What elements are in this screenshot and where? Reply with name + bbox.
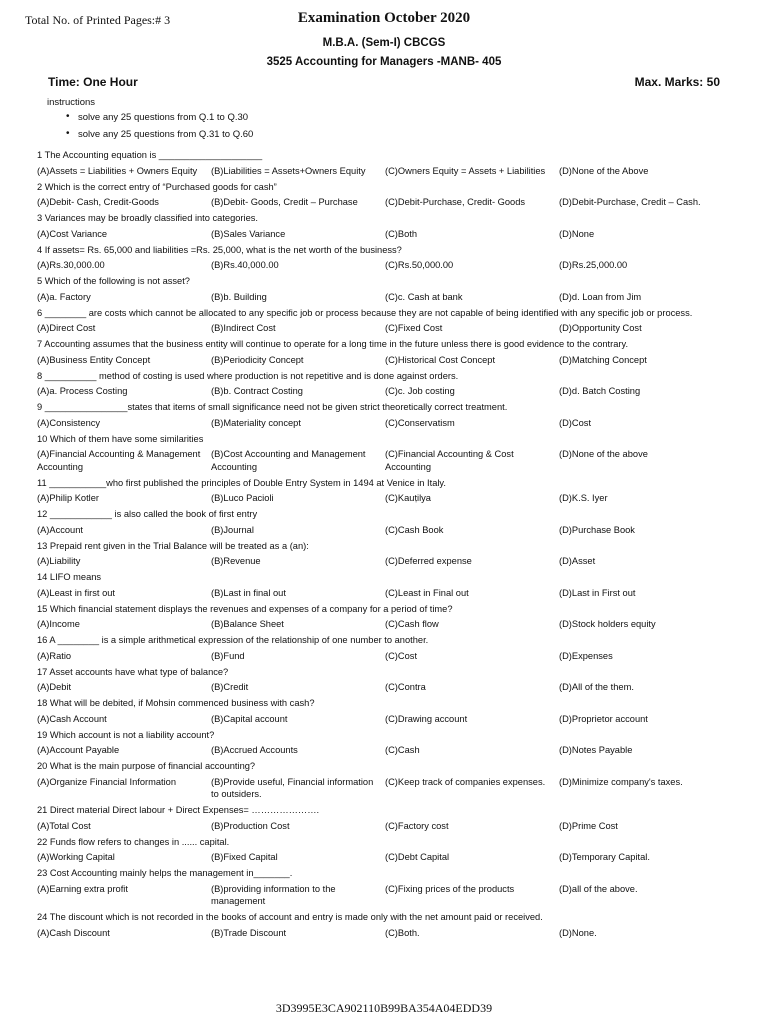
instruction-item: • solve any 25 questions from Q.31 to Q.60 — [66, 129, 253, 146]
options-row — [37, 228, 727, 241]
question-block — [37, 307, 727, 335]
option-b: (B)Fund — [211, 650, 245, 661]
option-a: (A)Total Cost — [37, 820, 91, 831]
option-d: (D)None of the above — [559, 449, 648, 459]
option-c: (C)c. Cash at bank — [385, 291, 463, 302]
questions-list — [37, 149, 727, 943]
option-c: (C)Deferred expense — [385, 556, 472, 566]
options-row — [37, 681, 727, 694]
option-b: (B)Rs.40,000.00 — [211, 260, 279, 270]
option-a: (A)Debit — [37, 682, 72, 692]
option-c: (C)Owners Equity = Assets + Liabilities — [385, 165, 546, 176]
question-block — [37, 433, 727, 474]
question-text: 18 What will be debited, if Mohsin commenced business with cash? — [37, 698, 315, 708]
question-block — [37, 275, 727, 303]
option-b: (B)Balance Sheet — [211, 619, 284, 629]
question-text: 22 Funds flow refers to changes in ...... capital. — [37, 836, 230, 847]
option-a: (A)Income — [37, 619, 80, 629]
question-text: 14 LIFO means — [37, 572, 102, 582]
option-d: (D)Notes Payable — [559, 745, 633, 755]
option-c: (C)Kauṭilya — [385, 493, 431, 503]
question-block — [37, 508, 727, 536]
option-c: (C)Least in Final out — [385, 587, 469, 598]
option-d: (D)Asset — [559, 556, 596, 566]
options-row — [37, 927, 727, 940]
question-text: 17 Asset accounts have what type of balance? — [37, 666, 229, 677]
option-d: (D)Last in First out — [559, 587, 636, 598]
option-d: (D)d. Loan from Jim — [559, 291, 642, 302]
question-block — [37, 634, 727, 662]
options-row — [37, 744, 727, 757]
option-d: (D)Debit-Purchase, Credit – Cash. — [559, 197, 701, 207]
option-d: (D)All of the them. — [559, 682, 634, 692]
question-block — [37, 697, 727, 725]
question-text: 20 What is the main purpose of financial accounting? — [37, 761, 256, 771]
course-title: M.B.A. (Sem-I) CBCGS — [322, 37, 446, 49]
question-text: 8 __________ method of costing is used where production is not repetitive and is done against orders. — [37, 370, 459, 381]
question-block — [37, 911, 727, 939]
time-marks-row — [48, 75, 720, 89]
option-a: (A)Direct Cost — [37, 323, 96, 333]
options-row — [37, 165, 727, 178]
option-a: (A)Business Entity Concept — [37, 354, 151, 365]
option-b: (B)Periodicity Concept — [211, 354, 304, 365]
option-a: (A)Ratio — [37, 650, 72, 661]
option-c: (C)Cash Book — [385, 524, 444, 535]
options-row — [37, 322, 727, 335]
options-row — [37, 883, 727, 908]
options-row — [37, 851, 727, 864]
option-c: (C)Contra — [385, 682, 426, 692]
question-block — [37, 571, 727, 599]
option-d: (D)K.S. Iyer — [559, 493, 608, 503]
option-a: (A)Organize Financial Information — [37, 776, 176, 787]
option-b: (B)Credit — [211, 682, 249, 692]
option-b: (B)Journal — [211, 524, 254, 535]
options-row — [37, 385, 727, 398]
option-d: (D)Proprietor account — [559, 713, 648, 724]
options-row — [37, 618, 727, 631]
option-b: (B)Production Cost — [211, 820, 290, 831]
question-text: 3 Variances may be broadly classified into categories. — [37, 213, 259, 223]
option-a: (A)Least in first out — [37, 587, 116, 598]
options-row — [37, 587, 727, 600]
option-b: (B)Provide useful, Financial information to outsiders. — [211, 776, 374, 799]
options-row — [37, 196, 727, 209]
question-text: 21 Direct material Direct labour + Direct Expenses= …………………. — [37, 805, 320, 815]
options-row — [37, 555, 727, 568]
option-a: (A)a. Factory — [37, 291, 91, 302]
question-text: 23 Cost Accounting mainly helps the management in_______. — [37, 868, 293, 878]
option-c: (C)Rs.50,000.00 — [385, 260, 454, 270]
question-block — [37, 867, 727, 908]
option-c: (C)Financial Accounting & Cost Accounting — [385, 449, 514, 472]
question-block — [37, 477, 727, 505]
option-c: (C)Historical Cost Concept — [385, 354, 496, 365]
option-b: (B)Revenue — [211, 556, 261, 566]
options-row — [37, 713, 727, 726]
question-block — [37, 666, 727, 694]
option-b: (B)Trade Discount — [211, 927, 287, 938]
option-d: (D)d. Batch Costing — [559, 386, 641, 396]
question-block — [37, 149, 727, 177]
option-b: (B)Debit- Goods, Credit – Purchase — [211, 197, 358, 207]
option-d: (D)Stock holders equity — [559, 619, 656, 629]
options-row — [37, 776, 727, 801]
option-c: (C)Both — [385, 228, 418, 239]
option-b: (B)providing information to the management — [211, 883, 336, 906]
option-c: (C)Factory cost — [385, 820, 449, 831]
option-d: (D)Purchase Book — [559, 524, 635, 535]
options-row — [37, 524, 727, 537]
question-text: 6 ________ are costs which cannot be allocated to any specific job or process because they are not capable of being identified with any specific job or process. — [37, 307, 693, 318]
option-d: (D)all of the above. — [559, 883, 638, 894]
option-d: (D)None. — [559, 927, 597, 938]
document-code: 3D3995E3CA902110B99BA354A04EDD39 — [275, 1001, 493, 1015]
option-c: (C)Fixed Cost — [385, 323, 443, 333]
question-text: 5 Which of the following is not asset? — [37, 276, 190, 286]
option-c: (C)Cash — [385, 745, 420, 755]
options-row — [37, 417, 727, 430]
option-a: (A)Assets = Liabilities + Owners Equity — [37, 165, 198, 176]
option-a: (A)Working Capital — [37, 852, 115, 862]
question-text: 2 Which is the correct entry of “Purchased goods for cash” — [37, 181, 277, 192]
options-row — [37, 354, 727, 367]
option-b: (B)Fixed Capital — [211, 852, 278, 862]
options-row — [37, 291, 727, 304]
question-block — [37, 181, 727, 209]
options-row — [37, 820, 727, 833]
max-marks: Max. Marks: 50 — [634, 75, 720, 89]
option-a: (A)Account Payable — [37, 745, 120, 755]
question-text: 10 Which of them have some similarities — [37, 433, 204, 444]
question-block — [37, 338, 727, 366]
option-d: (D)Cost — [559, 417, 592, 428]
subject-title: 3525 Accounting for Managers -MANB- 405 — [266, 56, 502, 68]
option-b: (B)Last in final out — [211, 587, 286, 598]
option-c: (C)Fixing prices of the products — [385, 883, 515, 894]
option-a: (A)Debit- Cash, Credit-Goods — [37, 197, 159, 207]
options-row — [37, 448, 727, 473]
option-b: (B)Accrued Accounts — [211, 745, 298, 755]
option-b: (B)Indirect Cost — [211, 323, 276, 333]
page-header — [0, 10, 768, 30]
question-text: 4 If assets= Rs. 65,000 and liabilities =Rs. 25,000, what is the net worth of the business? — [37, 244, 402, 255]
option-a: (A)Rs.30,000.00 — [37, 260, 105, 270]
option-b: (B)Materiality concept — [211, 417, 301, 428]
question-block — [37, 760, 727, 801]
question-block — [37, 540, 727, 568]
option-b: (B)Liabilities = Assets+Owners Equity — [211, 165, 366, 176]
option-a: (A)Account — [37, 524, 83, 535]
option-d: (D)Matching Concept — [559, 354, 647, 365]
question-block — [37, 212, 727, 240]
question-text: 12 ____________ is also called the book of first entry — [37, 509, 258, 519]
instructions-label: instructions — [47, 97, 96, 108]
instruction-item: • solve any 25 questions from Q.1 to Q.30 — [66, 112, 253, 129]
option-a: (A)Philip Kotler — [37, 493, 100, 503]
question-block — [37, 836, 727, 864]
option-a: (A)a. Process Costing — [37, 386, 128, 396]
option-d: (D)Temporary Capital. — [559, 852, 650, 862]
question-block — [37, 804, 727, 832]
question-text: 16 A ________ is a simple arithmetical expression of the relationship of one number to another. — [37, 635, 429, 645]
option-c: (C)c. Job costing — [385, 386, 455, 396]
question-text: 19 Which account is not a liability account? — [37, 729, 215, 740]
option-c: (C)Conservatism — [385, 417, 455, 428]
option-d: (D)Opportunity Cost — [559, 323, 642, 333]
question-text: 24 The discount which is not recorded in the books of account and entry is made only with the net amount paid or received. — [37, 912, 543, 922]
question-block — [37, 729, 727, 757]
question-block — [37, 401, 727, 429]
options-row — [37, 650, 727, 663]
option-c: (C)Keep track of companies expenses. — [385, 776, 546, 787]
instructions-list — [66, 112, 253, 146]
exam-title: Examination October 2020 — [297, 10, 471, 26]
option-d: (D)Minimize company's taxes. — [559, 776, 683, 787]
option-c: (C)Both. — [385, 927, 420, 938]
option-d: (D)Expenses — [559, 650, 613, 661]
question-text: 7 Accounting assumes that the business entity will continue to operate for a long time in the future unless there is good evidence to the contrary. — [37, 339, 629, 349]
option-b: (B)b. Building — [211, 291, 267, 302]
option-c: (C)Debt Capital — [385, 852, 450, 862]
question-block — [37, 603, 727, 631]
option-c: (C)Debit-Purchase, Credit- Goods — [385, 197, 526, 207]
option-a: (A)Consistency — [37, 417, 101, 428]
option-d: (D)Rs.25,000.00 — [559, 260, 628, 270]
question-text: 11 ___________who first published the principles of Double Entry System in 1494 at Venice in Italy. — [37, 477, 446, 488]
option-a: (A)Earning extra profit — [37, 883, 128, 894]
option-b: (B)Luco Pacioli — [211, 493, 274, 503]
option-a: (A)Financial Accounting & Management Accounting — [37, 449, 201, 472]
option-c: (C)Cost — [385, 650, 418, 661]
option-d: (D)Prime Cost — [559, 820, 618, 831]
question-text: 1 The Accounting equation is ____________________ — [37, 150, 263, 160]
printed-pages: Total No. of Printed Pages:# 3 — [25, 13, 171, 27]
question-block — [37, 244, 727, 272]
question-text: 15 Which financial statement displays the revenues and expenses of a company for a period of time? — [37, 603, 453, 614]
option-a: (A)Cost Variance — [37, 228, 108, 239]
question-block — [37, 370, 727, 398]
question-text: 13 Prepaid rent given in the Trial Balance will be treated as a (an): — [37, 540, 309, 551]
option-a: (A)Cash Account — [37, 713, 107, 724]
option-c: (C)Drawing account — [385, 713, 468, 724]
question-text: 9 ________________states that items of small significance need not be given strict theoretically correct treatment. — [37, 402, 508, 412]
option-d: (D)None of the Above — [559, 165, 649, 176]
option-d: (D)None — [559, 228, 595, 239]
option-b: (B)Capital account — [211, 713, 288, 724]
option-b: (B)Cost Accounting and Management Accounting — [211, 449, 366, 472]
option-a: (A)Liability — [37, 556, 81, 566]
option-c: (C)Cash flow — [385, 619, 439, 629]
option-b: (B)b. Contract Costing — [211, 386, 303, 396]
option-a: (A)Cash Discount — [37, 927, 110, 938]
option-b: (B)Sales Variance — [211, 228, 286, 239]
options-row — [37, 259, 727, 272]
options-row — [37, 492, 727, 505]
time-label: Time: One Hour — [48, 75, 138, 89]
